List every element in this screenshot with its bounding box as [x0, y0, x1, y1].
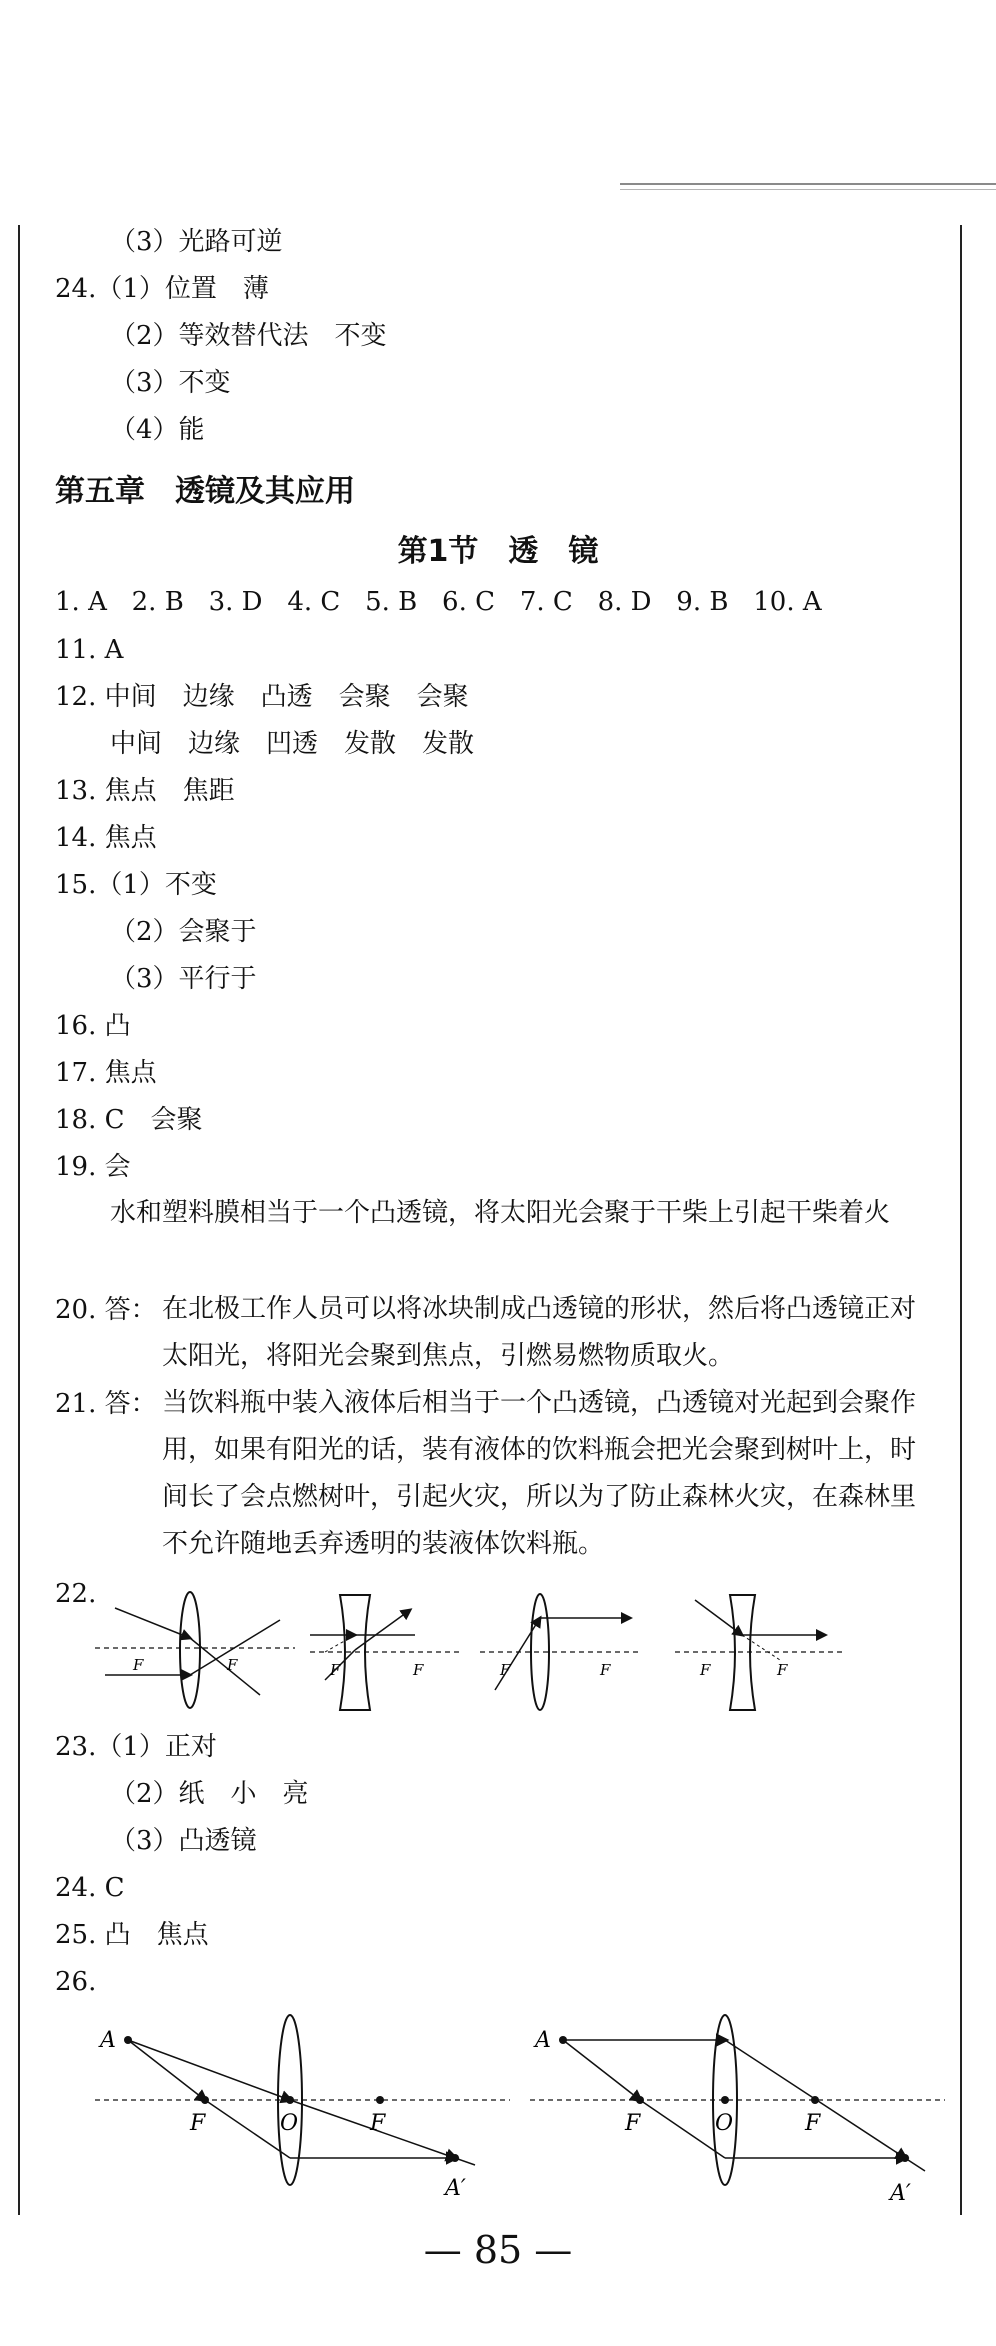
q21-answer: 当饮料瓶中装入液体后相当于一个凸透镜，凸透镜对光起到会聚作用，如果有阳光的话，装有液体的饮料瓶会把光会聚到树叶上，时间长了会点燃树叶，引起火灾，所以为了防止森林火灾，在森林里不允许随地丢弃透明的装液体饮料瓶。: [162, 1388, 917, 1559]
answer-line: 12. 中间 边缘 凸透 会聚 会聚: [55, 682, 469, 712]
point-a-label: A: [535, 2028, 551, 2053]
answer-line: 13. 焦点 焦距: [55, 776, 235, 806]
optical-center-label: O: [715, 2111, 734, 2136]
q21-label: 21. 答：: [55, 1389, 157, 1419]
q22-diagram-1: [95, 1592, 295, 1708]
focus-label: F: [500, 1661, 511, 1679]
focus-label: F: [330, 1661, 341, 1679]
answer-line: （2）纸 小 亮: [110, 1779, 309, 1809]
focus-label: F: [227, 1656, 238, 1674]
header-rule: [620, 183, 996, 185]
answer-line: 23.（1）正对: [55, 1732, 217, 1762]
answer-line: 14. 焦点: [55, 823, 157, 853]
answer-line: 24. C: [55, 1873, 125, 1903]
left-border: [18, 225, 20, 2215]
answer-line: （3）光路可逆: [110, 227, 283, 257]
focus-label: F: [625, 2111, 641, 2136]
focus-label: F: [413, 1661, 424, 1679]
answer-line: 24.（1）位置 薄: [55, 274, 269, 304]
focus-label: F: [370, 2111, 386, 2136]
point-a-label: A: [100, 2028, 116, 2053]
focus-label: F: [600, 1661, 611, 1679]
answer-line: 18. C 会聚: [55, 1105, 203, 1135]
right-border: [960, 225, 962, 2215]
q26-diagram-right: [530, 2015, 945, 2206]
answer-line: 25. 凸 焦点: [55, 1920, 209, 1950]
answer-line: 15.（1）不变: [55, 870, 217, 900]
chapter-title: 第五章 透镜及其应用: [55, 474, 355, 509]
answer-line: （3）平行于: [110, 964, 257, 994]
q26-ray-diagrams: [90, 2005, 950, 2215]
q20-label: 20. 答：: [55, 1295, 157, 1325]
q26-diagram-left: [95, 2015, 510, 2201]
q22-lens-diagrams: [95, 1590, 855, 1720]
page-number: — 85 —: [423, 2228, 573, 2272]
answer-line: 11. A: [55, 635, 124, 665]
answer-line: 26.: [55, 1967, 97, 1997]
optical-center-label: O: [280, 2111, 299, 2136]
focus-label: F: [133, 1656, 144, 1674]
image-a-prime-label: A′: [890, 2181, 911, 2206]
q19-explanation: 水和塑料膜相当于一个凸透镜，将太阳光会聚于干柴上引起干柴着火: [110, 1198, 891, 1228]
answer-line: （3）不变: [110, 368, 231, 398]
answer-line: （2）会聚于: [110, 917, 257, 947]
focus-label: F: [805, 2111, 821, 2136]
answer-line: （3）凸透镜: [110, 1826, 257, 1856]
section-title: 第1节 透 镜: [397, 534, 599, 569]
focus-label: F: [777, 1661, 788, 1679]
answer-line: （2）等效替代法 不变: [110, 321, 387, 351]
focus-label: F: [190, 2111, 206, 2136]
q20-answer: 在北极工作人员可以将冰块制成凸透镜的形状，然后将凸透镜正对太阳光，将阳光会聚到焦点，引燃易燃物质取火。: [162, 1294, 917, 1371]
header-rule-thin: [620, 189, 996, 190]
focus-label: F: [700, 1661, 711, 1679]
answer-line: 16. 凸: [55, 1011, 131, 1041]
answer-line: 19. 会: [55, 1152, 131, 1182]
q22-diagram-4: [675, 1595, 845, 1710]
answer-line: 17. 焦点: [55, 1058, 157, 1088]
q22-label: 22.: [55, 1579, 97, 1609]
answer-line: （4）能: [110, 415, 205, 445]
answer-line: 中间 边缘 凹透 发散 发散: [110, 729, 475, 759]
image-a-prime-label: A′: [445, 2176, 466, 2201]
q22-diagram-3: [480, 1594, 640, 1710]
q22-diagram-2: [310, 1595, 460, 1710]
multiple-choice-answers: 1. A 2. B 3. D 4. C 5. B 6. C 7. C 8. D 9. B 10. A: [55, 587, 822, 617]
